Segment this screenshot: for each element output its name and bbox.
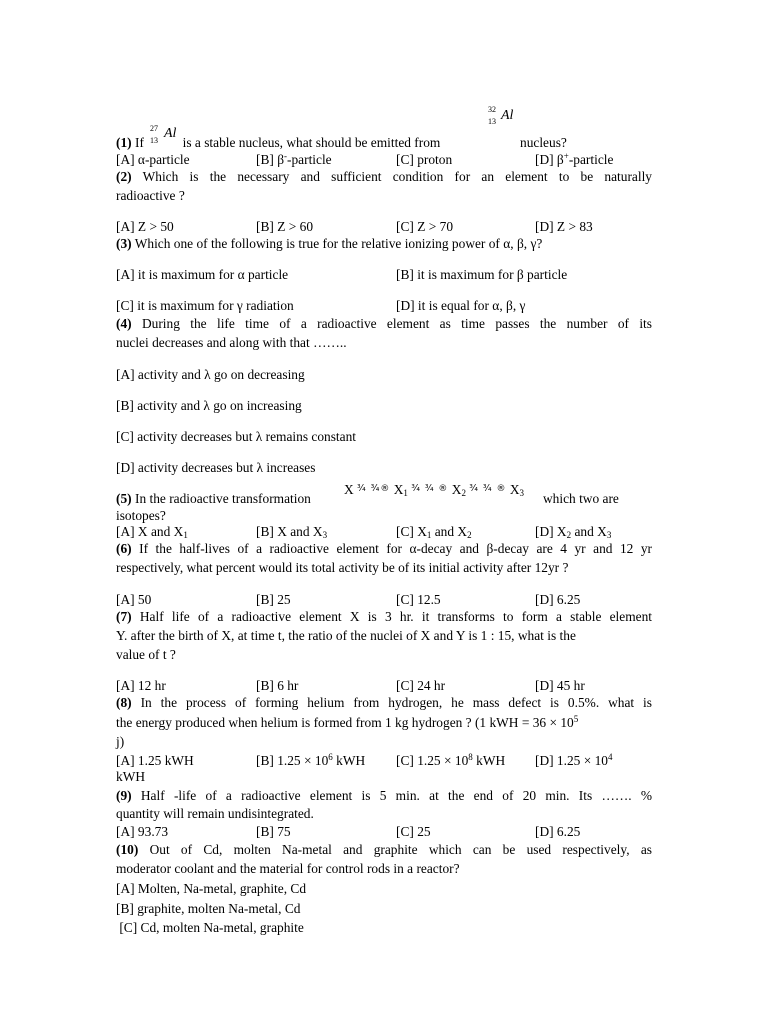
question-5-option-c-sub: 1 xyxy=(426,530,432,540)
question-9-option-d[interactable]: [D] 6.25 xyxy=(535,824,581,839)
question-8-line-3 xyxy=(116,733,652,751)
question-8-option-b-label: [B] 1.25 × 10 xyxy=(256,753,329,768)
question-1-number: (1) xyxy=(116,135,132,150)
question-10-number: (10) xyxy=(116,842,139,857)
question-7-number: (7) xyxy=(116,609,132,624)
question-10-option-a[interactable]: [A] Molten, Na-metal, graphite, Cd xyxy=(116,881,307,896)
question-10-text-2: moderator coolant and the material for control rods in a reactor? xyxy=(116,861,460,876)
chain-x3: X xyxy=(509,482,520,497)
question-5-number: (5) xyxy=(116,491,132,506)
question-3-line-1 xyxy=(116,235,652,253)
question-2-option-d[interactable]: [D] Z > 83 xyxy=(535,219,593,234)
header-nucleus-mass: 32 xyxy=(488,105,496,114)
question-5-option-a[interactable] xyxy=(116,523,188,541)
question-3-option-d[interactable]: [D] it is equal for α, β, γ xyxy=(396,298,526,313)
question-1-option-b-rest: -particle xyxy=(287,152,332,167)
question-1-line-1-end xyxy=(520,134,600,152)
question-8-text-2-sup: 5 xyxy=(573,714,579,724)
question-5-option-c-sub-2: 2 xyxy=(467,530,472,540)
question-8-option-wrap-text: kWH xyxy=(116,769,146,784)
question-8-option-b-sup: 6 xyxy=(328,752,333,762)
question-3-options-row-2 xyxy=(116,297,656,315)
question-5-text-1: In the radioactive transformation xyxy=(134,491,311,506)
question-1-option-b-label: [B] β xyxy=(256,152,285,167)
question-8-text-2: the energy produced when helium is formed from 1 kg hydrogen ? (1 kWH = 36 × 10 xyxy=(116,715,574,730)
question-1-option-c[interactable]: [C] proton xyxy=(396,152,453,167)
question-8-option-a[interactable]: [A] 1.25 kWH xyxy=(116,753,194,768)
question-9-option-a[interactable]: [A] 93.73 xyxy=(116,824,169,839)
question-1-nucleus-mass: 27 xyxy=(150,124,158,133)
chain-x1: X xyxy=(393,482,404,497)
question-5-option-b-sub: 3 xyxy=(322,530,328,540)
question-1-option-d-label: [D] β xyxy=(535,152,564,167)
question-8-text-1: In the process of forming helium from hydrogen, he mass defect is 0.5%. what is xyxy=(140,695,652,710)
question-7-line-1 xyxy=(116,608,652,626)
question-5-option-a-label: [A] X and X xyxy=(116,524,184,539)
question-1-nucleus-symbol: Al xyxy=(164,126,177,141)
question-5-option-d-sub-2: 3 xyxy=(606,530,612,540)
question-5-decay-chain xyxy=(344,482,524,498)
question-2-number: (2) xyxy=(116,169,132,184)
question-8-option-c-sup: 8 xyxy=(468,752,473,762)
question-4-text-1: During the life time of a radioactive element as time passes the number of its xyxy=(141,316,652,331)
header-nucleus-atomic: 13 xyxy=(488,117,496,126)
chain-x3-sub: 3 xyxy=(519,488,524,498)
question-8-line-1 xyxy=(116,694,652,712)
question-5-text-2: isotopes? xyxy=(116,508,166,523)
chain-x: X xyxy=(344,482,354,497)
question-9-line-1 xyxy=(116,787,652,805)
question-8-number: (8) xyxy=(116,695,132,710)
question-6-line-2 xyxy=(116,559,652,577)
question-5-option-b[interactable] xyxy=(256,523,327,541)
question-2-line-1 xyxy=(116,168,652,186)
question-10-text-1: Out of Cd, molten Na-metal and graphite which can be used respectively, as xyxy=(149,842,652,857)
question-9-text-2: quantity will remain undisintegrated. xyxy=(116,806,314,821)
question-8-option-wrap xyxy=(116,768,652,786)
question-7-option-b[interactable]: [B] 6 hr xyxy=(256,678,299,693)
question-5-option-d-mid: and X xyxy=(571,524,607,539)
question-8-line-2 xyxy=(116,714,652,732)
question-9-text-1: Half -life of a radioactive element is 5 min. at the end of 20 min. Its ……. % xyxy=(140,788,652,803)
question-6-option-c[interactable]: [C] 12.5 xyxy=(396,592,441,607)
question-7-option-a[interactable]: [A] 12 hr xyxy=(116,678,166,693)
question-2-text-2: radioactive ? xyxy=(116,188,185,203)
question-1-option-b[interactable] xyxy=(256,151,332,169)
question-7-options xyxy=(116,677,656,695)
question-9-line-2 xyxy=(116,805,652,823)
chain-arrow-1: ¾ ¾® xyxy=(357,484,391,494)
question-6-text-2: respectively, what percent would its total activity be of its initial activity after 12yr ? xyxy=(116,560,569,575)
question-2-line-2 xyxy=(116,187,652,205)
question-7-line-2 xyxy=(116,627,652,645)
question-8-option-b-unit: kWH xyxy=(332,753,366,768)
question-4-option-c[interactable]: [C] activity decreases but λ remains constant xyxy=(116,429,357,444)
question-2-options xyxy=(116,218,656,236)
question-5-option-d[interactable] xyxy=(535,523,611,541)
chain-x2-sub: 2 xyxy=(461,488,466,498)
question-3-option-a[interactable]: [A] it is maximum for α particle xyxy=(116,267,289,282)
question-8-option-c-label: [C] 1.25 × 10 xyxy=(396,753,469,768)
chain-arrow-2: ¾ ¾ ® xyxy=(411,484,449,494)
question-6-option-b[interactable]: [B] 25 xyxy=(256,592,291,607)
question-3-options-row-1 xyxy=(116,266,656,284)
question-8-option-d-sup: 4 xyxy=(608,752,613,762)
question-5-option-c[interactable] xyxy=(396,523,472,541)
question-8-option-c-unit: kWH xyxy=(472,753,506,768)
question-6-line-1 xyxy=(116,540,652,558)
question-1-option-b-sup: - xyxy=(284,151,288,161)
question-6-text-1: If the half-lives of a radioactive element for α-decay and β-decay are 4 yr and 12 yr xyxy=(139,541,652,556)
question-7-option-d[interactable]: [D] 45 hr xyxy=(535,678,585,693)
chain-x1-sub: 1 xyxy=(403,488,408,498)
question-5-option-b-label: [B] X and X xyxy=(256,524,323,539)
question-4-option-a[interactable]: [A] activity and λ go on decreasing xyxy=(116,367,305,382)
question-7-text-2: Y. after the birth of X, at time t, the ratio of the nuclei of X and Y is 1 : 15, what is the xyxy=(116,628,576,643)
question-9-option-b[interactable]: [B] 75 xyxy=(256,824,291,839)
question-6-number: (6) xyxy=(116,541,132,556)
question-3-number: (3) xyxy=(116,236,132,251)
question-6-option-d[interactable]: [D] 6.25 xyxy=(535,592,581,607)
question-7-text-1: Half life of a radioactive element X is 3 hr. it transforms to form a stable element xyxy=(139,609,652,624)
question-5-option-a-sub: 1 xyxy=(183,530,188,540)
question-1-option-a[interactable]: [A] α-particle xyxy=(116,152,190,167)
question-7-line-3 xyxy=(116,646,652,664)
header-nucleus-symbol: Al xyxy=(501,108,514,123)
question-7-option-c[interactable]: [C] 24 hr xyxy=(396,678,446,693)
question-4-line-2 xyxy=(116,334,652,352)
question-4-number: (4) xyxy=(116,316,132,331)
question-5-options xyxy=(116,523,656,541)
question-6-option-a[interactable]: [A] 50 xyxy=(116,592,152,607)
question-2-text-1: Which is the necessary and sufficient condition for an element to be naturally xyxy=(142,169,652,184)
question-5-line-1-end xyxy=(543,490,643,508)
question-2-option-a[interactable]: [A] Z > 50 xyxy=(116,219,174,234)
question-1-option-d[interactable] xyxy=(535,151,613,169)
question-1-text-middle: is a stable nucleus, what should be emitted from xyxy=(182,135,441,150)
question-3-text-1: Which one of the following is true for the relative ionizing power of α, β, γ? xyxy=(134,236,543,251)
question-5-option-c-mid: and X xyxy=(431,524,468,539)
question-3-option-c[interactable]: [C] it is maximum for γ radiation xyxy=(116,298,294,313)
question-2-option-b[interactable]: [B] Z > 60 xyxy=(256,219,314,234)
question-5-option-c-label: [C] X xyxy=(396,524,427,539)
question-8-text-3: j) xyxy=(116,734,125,749)
question-5-option-d-label: [D] X xyxy=(535,524,567,539)
question-4-text-2: nuclei decreases and along with that …….. xyxy=(116,335,347,350)
question-9-number: (9) xyxy=(116,788,132,803)
question-4-option-d[interactable]: [D] activity decreases but λ increases xyxy=(116,460,316,475)
header-nucleus xyxy=(488,106,518,130)
question-1-text-end: nucleus? xyxy=(520,135,567,150)
question-3-option-b[interactable]: [B] it is maximum for β particle xyxy=(396,267,568,282)
question-9-option-c[interactable]: [C] 25 xyxy=(396,824,431,839)
question-1-nucleus xyxy=(150,125,182,149)
question-10-option-b[interactable]: [B] graphite, molten Na-metal, Cd xyxy=(116,901,301,916)
question-1-text-start: If xyxy=(134,135,144,150)
question-10-line-2 xyxy=(116,860,652,878)
question-4-line-1 xyxy=(116,315,652,333)
question-1-option-d-sup: + xyxy=(563,151,569,161)
question-6-options xyxy=(116,591,656,609)
question-9-options xyxy=(116,823,656,841)
question-2-option-c[interactable]: [C] Z > 70 xyxy=(396,219,454,234)
question-1-options xyxy=(116,151,656,169)
chain-x2: X xyxy=(451,482,462,497)
chain-arrow-3: ¾ ¾ ® xyxy=(469,484,507,494)
question-8-option-d-label: [D] 1.25 × 10 xyxy=(535,753,609,768)
question-7-text-3: value of t ? xyxy=(116,647,176,662)
question-5-text-end: which two are xyxy=(543,491,619,506)
question-10-option-c[interactable]: [C] Cd, molten Na-metal, graphite xyxy=(116,920,304,935)
question-1-nucleus-atomic: 13 xyxy=(150,136,158,145)
question-4-option-b[interactable]: [B] activity and λ go on increasing xyxy=(116,398,302,413)
question-1-option-d-rest: -particle xyxy=(568,152,614,167)
question-5-option-d-sub: 2 xyxy=(566,530,572,540)
question-10-line-1 xyxy=(116,841,652,859)
